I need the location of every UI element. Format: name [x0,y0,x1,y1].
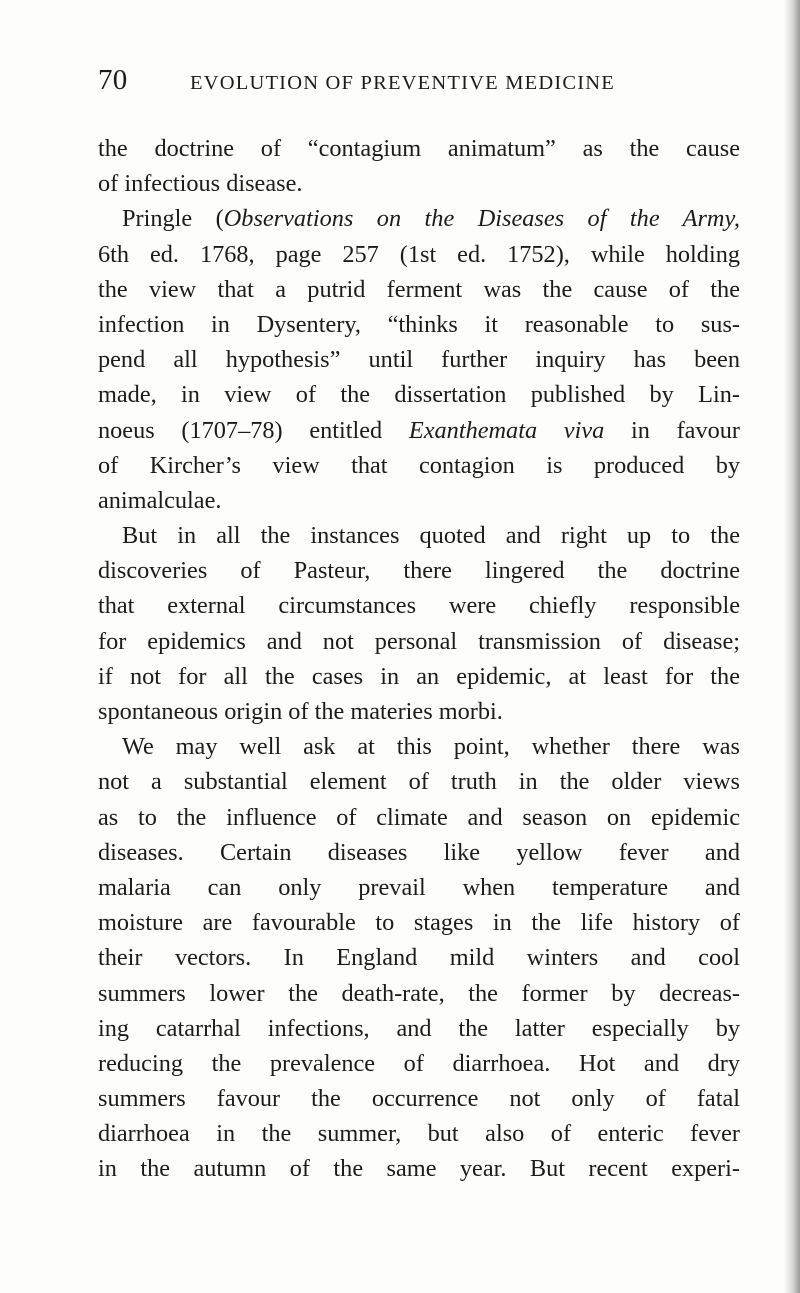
text-line: if not for all the cases in an epidemic, at least for the [98,662,740,690]
text-line: their vectors. In England mild winters and cool [98,944,740,972]
text-line: reducing the prevalence of diarrhoea. Hot and dry [98,1049,740,1077]
text-line: malaria can only prevail when temperature and [98,873,740,901]
text-line: 6th ed. 1768, page 257 (1st ed. 1752), while holding [98,240,740,268]
running-head [98,64,740,104]
text-line [98,201,740,236]
text-line: of Kircher’s view that contagion is produced by [98,451,740,479]
text-segment: noeus (1707–78) entitled [98,416,409,444]
book-page [98,64,740,1187]
text-line: the doctrine of “contagium animatum” as the cause [98,135,740,162]
text-line: moisture are favourable to stages in the life history of [98,909,740,937]
text-line: of infectious disease. [98,170,303,198]
text-line: that external circumstances were chiefly responsible [98,592,740,620]
text-line: We may well ask at this point, whether there was [122,733,740,761]
text-line: summers lower the death-rate, the former by decreas- [98,979,740,1007]
text-line: summers favour the occurrence not only of fatal [98,1085,740,1113]
text-line: spontaneous origin of the materies morbi. [98,698,503,725]
text-line: diarrhoea in the summer, but also of enteric fever [98,1120,740,1148]
text-line: made, in view of the dissertation published by Lin- [98,381,740,409]
text-line: as to the influence of climate and season on epidemic [98,803,740,831]
text-line: animalculae. [98,486,222,514]
body-text [98,131,740,1187]
text-line: discoveries of Pasteur, there lingered the doctrine [98,557,740,585]
text-line: But in all the instances quoted and right up to the [122,522,740,550]
text-line: ing catarrhal infections, and the latter especially by [98,1014,740,1042]
italic-book-title: Exanthemata viva [408,416,605,444]
text-line: infection in Dysentery, “thinks it reasonable to sus- [98,310,740,338]
text-segment: in favour [604,416,740,444]
text-line: for epidemics and not personal transmission of disease; [98,627,740,655]
text-line: pend all hypothesis” until further inquiry has been [98,346,740,374]
page-number: 70 [98,64,128,96]
text-line: not a substantial element of truth in the older views [98,768,740,796]
text-line: diseases. Certain diseases like yellow fever and [98,838,740,866]
italic-book-title: Observations on the Diseases of the Army, [223,205,740,233]
text-line: the view that a putrid ferment was the cause of the [98,275,740,303]
text-segment: Pringle ( [122,205,224,233]
text-line: in the autumn of the same year. But recent experi- [98,1155,740,1183]
page-edge-shadow [784,0,800,1293]
running-title: EVOLUTION OF PREVENTIVE MEDICINE [190,72,616,94]
text-line [98,413,740,448]
